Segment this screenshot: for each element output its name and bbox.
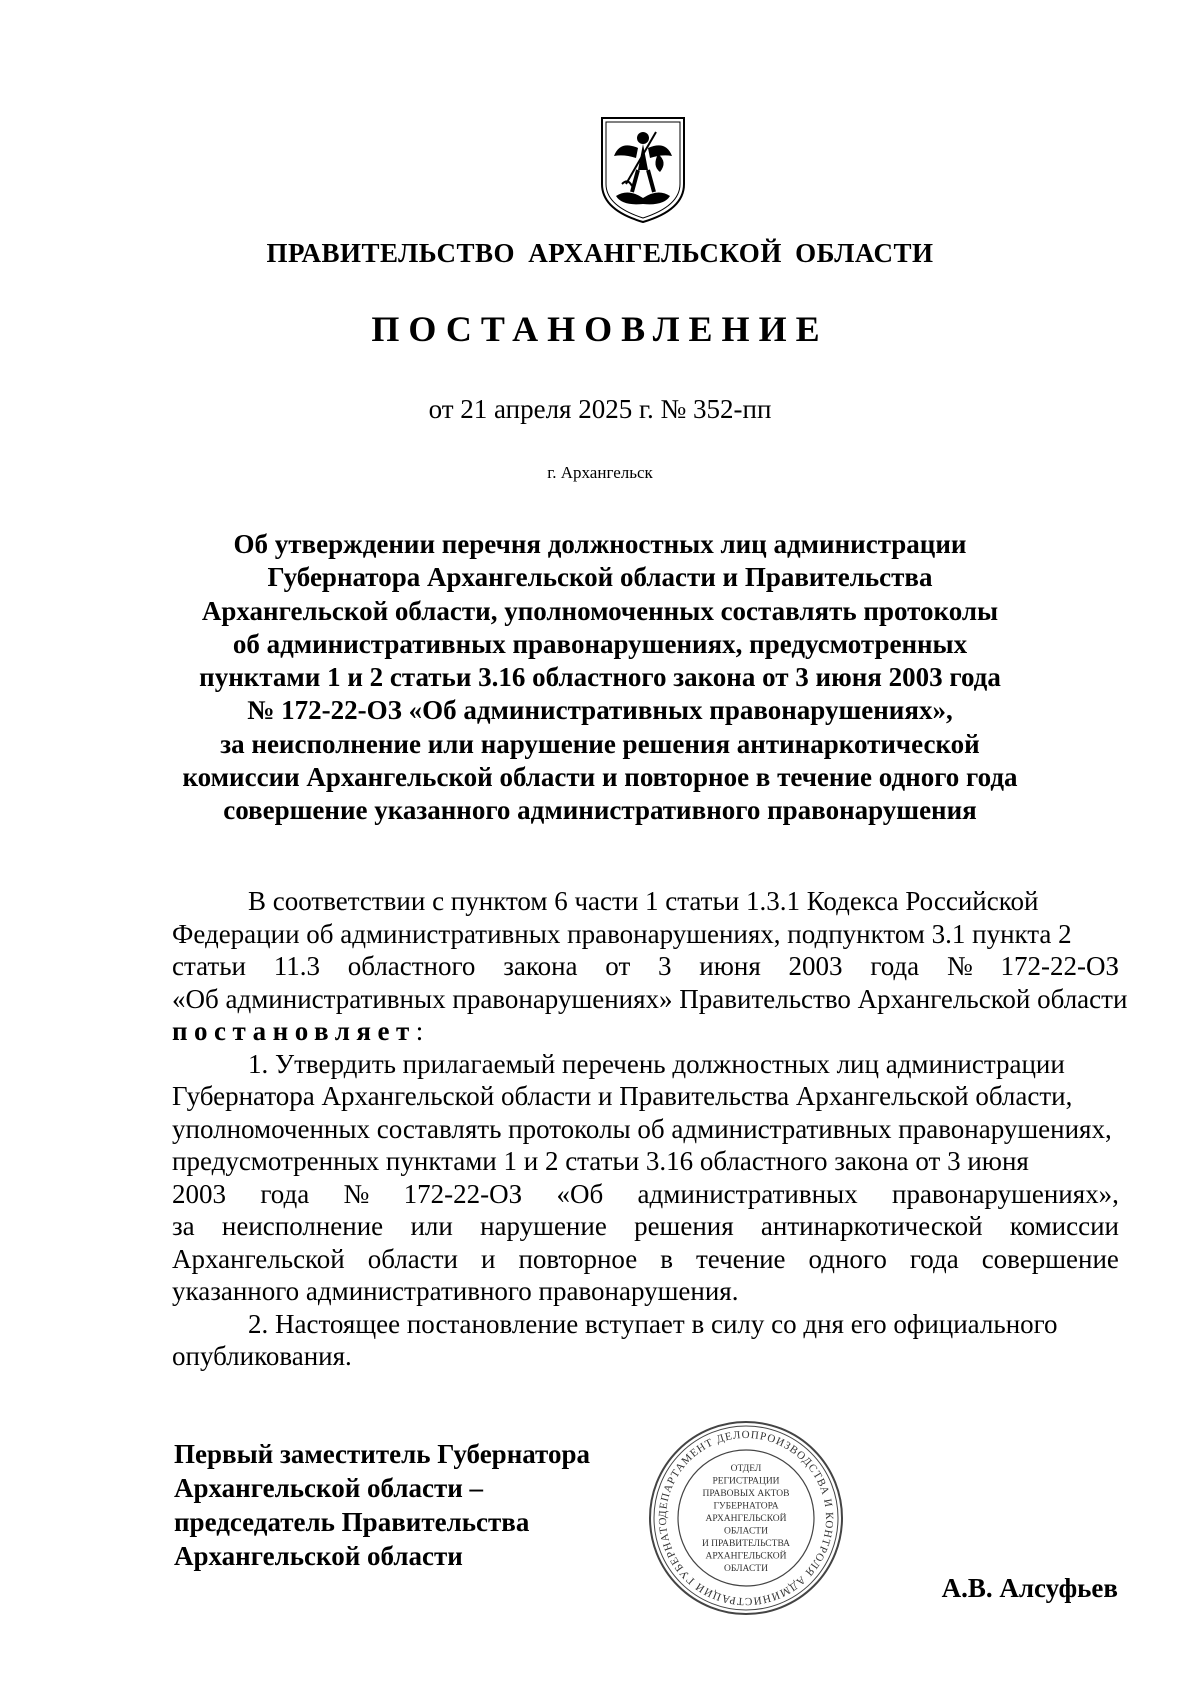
resolves-colon: : [415,1016,424,1046]
item1-line [172,1210,1119,1243]
word: решения [634,1211,734,1241]
signer-position-line: Архангельской области [174,1541,463,1571]
word: Архангельской [172,1243,345,1274]
seal-center-line: ПРАВОВЫХ АКТОВ [702,1489,790,1499]
signer-position-line: Первый заместитель Губернатора [174,1439,590,1469]
word: совершение [981,1243,1119,1274]
word: 172-22-ОЗ [403,1178,523,1209]
item1-line: уполномоченных составлять протоколы об административных правонарушениях, [172,1113,1112,1144]
svg-text:ДЕПАРТАМЕНТ ДЕЛОПРОИЗВОДСТВА И: ДЕПАРТАМЕНТ ДЕЛОПРОИЗВОДСТВА И КОНТРОЛЯ АДМИНИСТРАЦИИ ГУБЕРНАТО [656,1428,836,1608]
word: 3 [658,951,672,981]
word: июня [699,951,761,981]
signer-position-line: Архангельской области – [174,1473,484,1503]
seal-center-line: И ПРАВИТЕЛЬСТВА [701,1539,791,1549]
word: № [343,1178,370,1209]
item2-line: 2. Настоящее постановление вступает в силу со дня его официального [248,1308,1058,1339]
document-date-number: от 21 апреля 2025 г. № 352-пп [428,394,772,424]
title-line: Губернатора Архангельской области и Правительства [267,562,933,593]
word: или [410,1211,453,1241]
item1-line [172,1178,1119,1211]
seal-center-line: ОТДЕЛ [730,1464,762,1474]
signer-position [174,1437,674,1573]
title-line: совершение указанного административного правонарушения [223,795,977,826]
seal-center-line: ОБЛАСТИ [724,1564,768,1574]
item1-line: предусмотренных пунктами 1 и 2 статьи 3.16 областного закона от 3 июня [172,1146,1029,1176]
word: года [260,1178,310,1209]
title-line: № 172-22-ОЗ «Об административных правонарушениях», [247,695,953,726]
seal-center-line: РЕГИСТРАЦИИ [712,1476,780,1487]
title-line: комиссии Архангельской области и повторное в течение одного года [182,762,1018,793]
item1-line: Губернатора Архангельской области и Правительства Архангельской области, [172,1081,1073,1111]
document-type: ПОСТАНОВЛЕНИЕ [371,309,829,349]
preamble-line: «Об административных правонарушениях» Правительство Архангельской области [172,983,1128,1014]
title-line: пунктами 1 и 2 статьи 3.16 областного закона от 3 июня 2003 года [199,662,1001,693]
word: области [367,1243,459,1274]
title-line: Об утверждении перечня должностных лиц администрации [233,529,967,559]
word: областного [347,951,476,981]
word: комиссии [1009,1211,1119,1241]
word: года [909,1243,959,1274]
word: и [481,1243,496,1274]
word: закона [503,951,578,981]
seal-center-line: АРХАНГЕЛЬСКОЙ [705,1551,787,1562]
word: антинаркотической [760,1211,983,1241]
signer-name: А.В. Алсуфьев [941,1573,1118,1603]
word: «Об [556,1178,604,1209]
word: правонарушениях», [892,1178,1119,1209]
word: от [605,951,631,981]
seal-center-line: АРХАНГЕЛЬСКОЙ [705,1514,787,1524]
word: неисполнение [221,1211,384,1241]
word: повторное [518,1243,638,1274]
item1-line: указанного административного правонарушения. [172,1276,739,1306]
coat-of-arms-icon [598,114,688,224]
seal-center-line: ГУБЕРНАТОРА [713,1501,779,1512]
word: статьи [172,951,246,981]
title-line: об административных правонарушениях, предусмотренных [232,628,968,659]
organization-name: ПРАВИТЕЛЬСТВО АРХАНГЕЛЬСКОЙ ОБЛАСТИ [266,238,934,268]
preamble-line [172,950,1119,983]
word: в [660,1243,673,1274]
title-line: Архангельской области, уполномоченных составлять протоколы [201,595,999,626]
item1-line [172,1243,1119,1276]
resolves-word: постановляет [172,1016,416,1046]
document-city: г. Архангельск [547,463,653,482]
word: течение [695,1243,786,1274]
word: № [946,951,973,981]
resolves-line [172,1015,1119,1048]
word: 11.3 [273,951,320,981]
document-body [172,885,1128,1373]
word: за [172,1211,195,1241]
item2-line: опубликования. [172,1341,352,1371]
word: 2003 [788,951,843,981]
title-line: за неисполнение или нарушение решения антинаркотической [220,728,980,759]
seal-stamp-icon [646,1418,846,1618]
document-title [170,528,1030,828]
word: административных [637,1178,858,1209]
word: года [870,951,920,981]
word: нарушение [480,1211,607,1241]
signer-position-line: председатель Правительства [174,1507,530,1537]
word: одного [808,1243,887,1274]
word: 2003 [172,1178,226,1209]
preamble-line: В соответствии с пунктом 6 части 1 статьи 1.3.1 Кодекса Российской [248,886,1039,916]
word: 172-22-ОЗ [1000,951,1119,981]
seal-center-line: ОБЛАСТИ [724,1526,768,1537]
item1-line: 1. Утвердить прилагаемый перечень должностных лиц администрации [248,1048,1065,1079]
preamble-line: Федерации об административных правонарушениях, подпунктом 3.1 пункта 2 [172,918,1072,949]
